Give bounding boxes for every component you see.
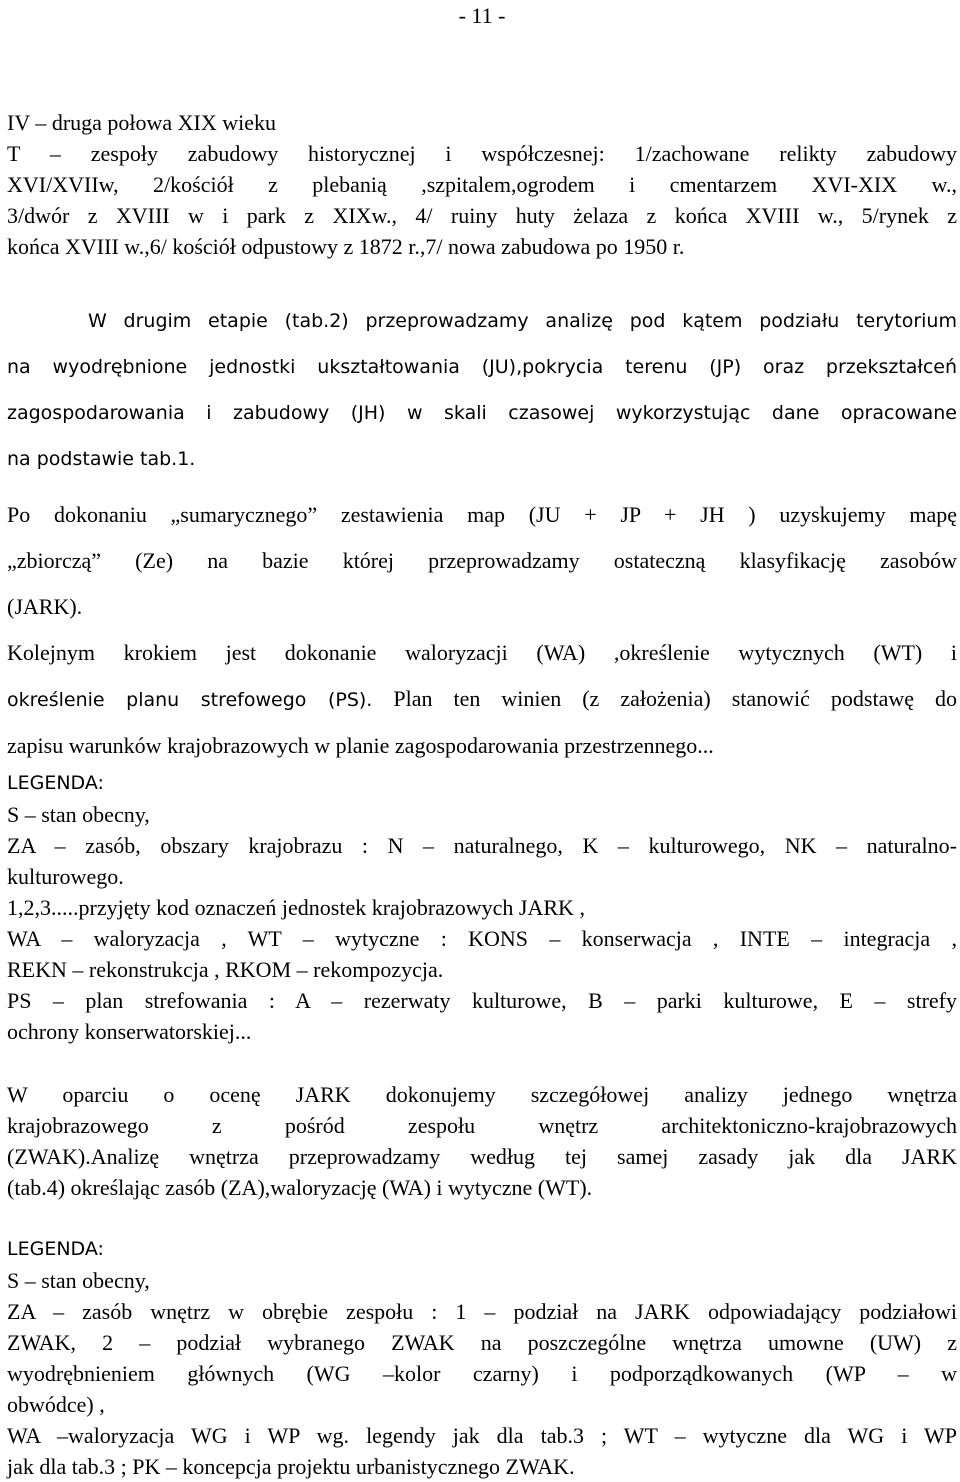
era-section xyxy=(7,107,957,262)
legend-item: ZA – zasób, obszary krajobrazu : N – naturalnego, K – kulturowego, NK – naturalno- xyxy=(7,833,957,858)
legend-title: LEGENDA: xyxy=(7,772,104,794)
legend-item: WA – waloryzacja , WT – wytyczne : KONS – konserwacja , INTE – integracja , xyxy=(7,926,957,951)
legend-item: S – stan obecny, xyxy=(7,1268,150,1293)
era-text-line: 3/dwór z XVIII w i park z XIXw., 4/ ruiny huty żelaza z końca XVIII w., 5/rynek z xyxy=(7,203,957,228)
legend-item: 1,2,3.....przyjęty kod oznaczeń jednostek krajobrazowych JARK , xyxy=(7,895,585,920)
legend-item: PS – plan strefowania : A – rezerwaty kulturowe, B – parki kulturowe, E – strefy xyxy=(7,988,957,1013)
legend-item: REKN – rekonstrukcja , RKOM – rekompozycja. xyxy=(7,957,444,982)
legend-2 xyxy=(7,1234,957,1482)
analysis-text-line: W drugim etapie (tab.2) przeprowadzamy analizę pod kątem podziału terytorium xyxy=(88,310,957,332)
zwak-text-line: W oparciu o ocenę JARK dokonujemy szczegółowej analizy jednego wnętrza xyxy=(7,1082,957,1107)
summary-text-line: „zbiorczą” (Ze) na bazie której przeprowadzamy ostateczną klasyfikację zasobów xyxy=(7,548,957,573)
legend-item: S – stan obecny, xyxy=(7,802,150,827)
summary-text-part: określenie planu strefowego (PS). xyxy=(7,689,373,711)
era-text-line: końca XVIII w.,6/ kościół odpustowy z 1872 r.,7/ nowa zabudowa po 1950 r. xyxy=(7,234,685,259)
legend-item: ZA – zasób wnętrz w obrębie zespołu : 1 – podział na JARK odpowiadający podziałowi xyxy=(7,1299,957,1324)
zwak-section xyxy=(7,1079,957,1203)
zwak-text-line: krajobrazowego z pośród zespołu wnętrz architektoniczno-krajobrazowych xyxy=(7,1113,957,1138)
zwak-text-line: (tab.4) określając zasób (ZA),waloryzację (WA) i wytyczne (WT). xyxy=(7,1175,593,1200)
legend-item: kulturowego. xyxy=(7,864,124,889)
summary-text-line: Kolejnym krokiem jest dokonanie waloryzacji (WA) ,określenie wytycznych (WT) i xyxy=(7,640,957,665)
legend-title: LEGENDA: xyxy=(7,1238,104,1260)
summary-section xyxy=(7,492,957,769)
analysis-text-line: zagospodarowania i zabudowy (JH) w skali czasowej wykorzystując dane opracowane xyxy=(7,402,957,424)
summary-text-line: Po dokonaniu „sumarycznego” zestawienia map (JU + JP + JH ) uzyskujemy mapę xyxy=(7,502,957,527)
analysis-text-line: na wyodrębnione jednostki ukształtowania (JU),pokrycia terenu (JP) oraz przekształceń xyxy=(7,356,957,378)
analysis-section xyxy=(7,298,957,482)
era-text-line: T – zespoły zabudowy historycznej i współczesnej: 1/zachowane relikty zabudowy xyxy=(7,141,957,166)
legend-item: jak dla tab.3 ; PK – koncepcja projektu urbanistycznego ZWAK. xyxy=(7,1454,575,1479)
summary-text-line xyxy=(7,676,957,723)
summary-text-line: (JARK). xyxy=(7,594,83,619)
summary-text-line: zapisu warunków krajobrazowych w planie zagospodarowania przestrzennego... xyxy=(7,733,714,758)
analysis-text-line: na podstawie tab.1. xyxy=(7,448,196,470)
legend-item: wyodrębnieniem głównych (WG –kolor czarny) i podporządkowanych (WP – w xyxy=(7,1361,957,1386)
era-text-line: XVI/XVIIw, 2/kościół z plebanią ,szpitalem,ogrodem i cmentarzem XVI-XIX w., xyxy=(7,172,957,197)
era-heading: IV – druga połowa XIX wieku xyxy=(7,110,277,135)
zwak-text-line: (ZWAK).Analizę wnętrza przeprowadzamy według tej samej zasady jak dla JARK xyxy=(7,1144,957,1169)
legend-item: ochrony konserwatorskiej... xyxy=(7,1019,252,1044)
summary-text-part: Plan ten winien (z założenia) stanowić podstawę do xyxy=(372,686,958,711)
legend-1 xyxy=(7,768,957,1047)
legend-item: obwódce) , xyxy=(7,1392,105,1417)
legend-item: ZWAK, 2 – podział wybranego ZWAK na poszczególne wnętrza umowne (UW) z xyxy=(7,1330,957,1355)
page-number: - 11 - xyxy=(458,3,506,28)
legend-item: WA –waloryzacja WG i WP wg. legendy jak dla tab.3 ; WT – wytyczne dla WG i WP xyxy=(7,1423,957,1448)
